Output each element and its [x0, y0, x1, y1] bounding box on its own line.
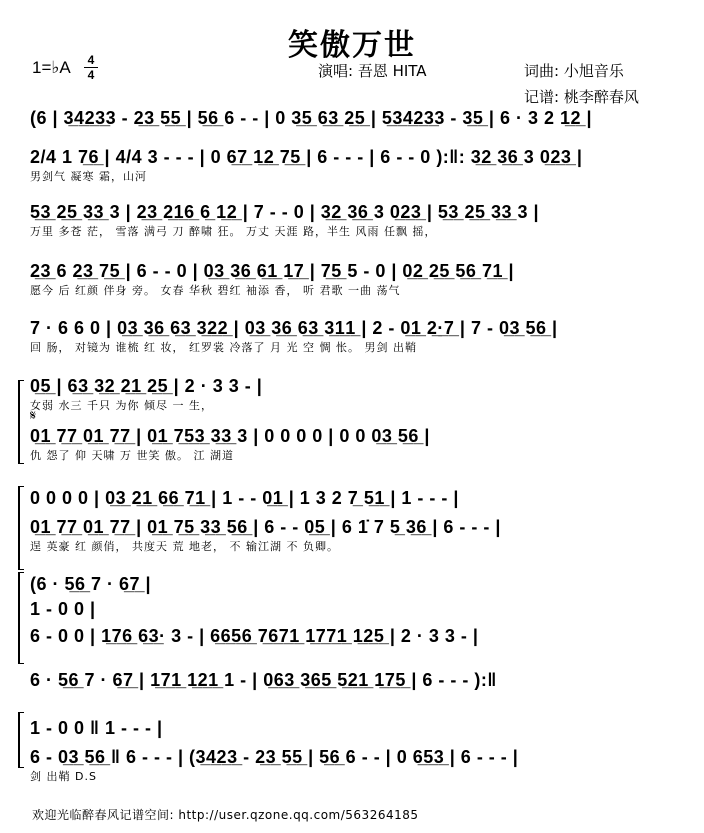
- score-row: [0, 515, 704, 555]
- singer-credit: 演唱: 吾恩 HITA: [318, 62, 427, 80]
- score-notes: 0 0 0 0 | 0̲3̲ 2̲1̲ 6̲6̲ 7̲1̲ | 1 - - 0̲1̲ | 1 3 2 7̲ 5̲1̲ | 1 - - - |: [30, 488, 459, 508]
- score-row: [0, 668, 704, 708]
- score-lyric: 回 肠， 对镜为 谁梳 红 妆， 红罗裳 冷落了 月 光 空 惆 怅。 男剑 出鞘: [30, 341, 417, 354]
- segno-sign: 𝄋: [30, 408, 37, 424]
- score-lyric: 逞 英豪 红 颜俏， 共度天 荒 地老， 不 输江湖 不 负卿。: [30, 540, 339, 553]
- score-lyric: 男剑气 凝寒 霜，山河: [30, 170, 147, 183]
- score-notes: 1 - 0 0 ‖ 1 - - - |: [30, 718, 163, 738]
- score-row: [0, 145, 704, 185]
- score-notes: 6 - 0 0 | 1̲7̲6̲ 6̲3̲· 3 - | 6̲6̲5̲6̲ 7̲6̲7̲1̲ 1̲7̲7̲1̲ 1̲2̲5̲ | 2 · 3 3 - |: [30, 626, 479, 646]
- score-notes: 5̲3̲ 2̲5̲ 3̲3̲ 3 | 2̲3̲ 2̲1̲6̲ 6̲ 1̲2̲ | 7 - - 0 | 3̲2̲ 3̲6̲ 3 0̲2̲3̲ | 5̲3̲ 2̲5̲ 3̲3̲ 3 |: [30, 202, 540, 222]
- score-notes: (6 | 3̲4̲2̲3̲3 - 2̲3̲ 5̲5̲ | 5̲6̲ 6 - - | 0 3̲5̲ 6̲3̲ 2̲5̲ | 5̲3̲4̲2̲3̲3 - 3̲5̲ | 6 · 3 2 1̲2̲ |: [30, 108, 593, 128]
- score-row: [0, 200, 704, 240]
- score-notes: 7 · 6 6 0 | 0̲3̲ 3̲6̲ 6̲3̲ 3̲2̲2̲ | 0̲3̲ 3̲6̲ 6̲3̲ 3̲1̲1̲ | 2 - 0̲1̲ 2̲·̲7̲ | 7 - 0̲3̲ 5̲6̲ |: [30, 318, 558, 338]
- transcriber-credit: 记谱: 桃李醉春风: [524, 88, 639, 106]
- footer-credit: 欢迎光临醉春风记谱空间: http://user.qzone.qq.com/563264185: [32, 808, 419, 822]
- score-lyric: 愿今 后 红颜 伴身 旁。 女春 华秋 碧红 袖添 香， 听 君歌 一曲 荡气: [30, 284, 401, 297]
- score-notes: (6 · 5̲6̲ 7 · 6̲7̲ |: [30, 574, 152, 594]
- score-row: [0, 374, 704, 414]
- time-signature: [84, 54, 98, 81]
- score-lyric: 万里 多苍 茫， 雪落 满弓 刀 醉啸 狂。 万丈 天涯 路，半生 风雨 任飘 摇，: [30, 225, 437, 238]
- key-signature: 1=♭A: [32, 58, 71, 77]
- score-row: [0, 624, 704, 664]
- song-title: 笑傲万世: [288, 28, 416, 63]
- score-row: [0, 259, 704, 299]
- composer-credit: 词曲: 小旭音乐: [524, 62, 624, 80]
- score-lyric: 仇 怨了 仰 天啸 万 世笑 傲。 江 湖道: [30, 449, 234, 462]
- score-row: [0, 424, 704, 464]
- score-notes: 0̲5̲ | 6̲3̲ 3̲2̲ 2̲1̲ 2̲5̲ | 2 · 3 3 - |: [30, 376, 263, 396]
- score-notes: 6 · 5̲6̲ 7 · 6̲7̲ | 1̲7̲1̲ 1̲2̲1̲ 1 - | 0̲6̲3̲ 3̲6̲5̲ 5̲2̲1̲ 1̲7̲5̲ | 6 - - - ):‖: [30, 670, 497, 690]
- score-notes: 6 - 0̲3̲ 5̲6̲ ‖ 6 - - - | (3̲4̲2̲3̲ - 2̲3̲ 5̲5̲ | 5̲6̲ 6 - - | 0 6̲5̲3̲ | 6 - - - |: [30, 747, 519, 767]
- score-notes: 0̲1̲ 7̲7̲ 0̲1̲ 7̲7̲ | 0̲1̲ 7̲5̲3̲ 3̲3̲ 3 | 0 0 0 0 | 0 0 0̲3̲ 5̲6̲ |: [30, 426, 430, 446]
- score-lyric: 剑 出鞘 D.S: [30, 770, 97, 783]
- score-row: [0, 745, 704, 785]
- time-signature-top: 4: [87, 53, 95, 67]
- score-lyric: [30, 130, 676, 146]
- score-row: [0, 316, 704, 356]
- score-notes: 1 - 0 0 |: [30, 599, 96, 619]
- score-row: [0, 106, 704, 146]
- score-notes: 2/4 1 7̲6̲ | 4/4 3 - - - | 0 6̲7̲ 1̲2̲ 7̲5̲ | 6 - - - | 6 - - 0 ):‖: 3̲2̲ 3̲6̲ 3 0̲2̲3̲ |: [30, 147, 583, 167]
- score-lyric: 女弱 水三 千只 为你 倾尽 一 生，: [30, 399, 213, 412]
- score-notes: 2̲3̲ 6 2̲3̲ 7̲5̲ | 6 - - 0 | 0̲3̲ 3̲6̲ 6̲1̲ 1̲7̲ | 7̲5̲ 5 - 0 | 0̲2̲ 2̲5̲ 5̲6̲ 7̲1̲ |: [30, 261, 514, 281]
- score-notes: 0̲1̲ 7̲7̲ 0̲1̲ 7̲7̲ | 0̲1̲ 7̲5̲ 3̲3̲ 5̲6̲ | 6 - - 0̲5̲ | 6 1̇ 7 5̲ 3̲6̲ | 6 - - - |: [30, 517, 501, 537]
- time-signature-bottom: 4: [87, 68, 95, 82]
